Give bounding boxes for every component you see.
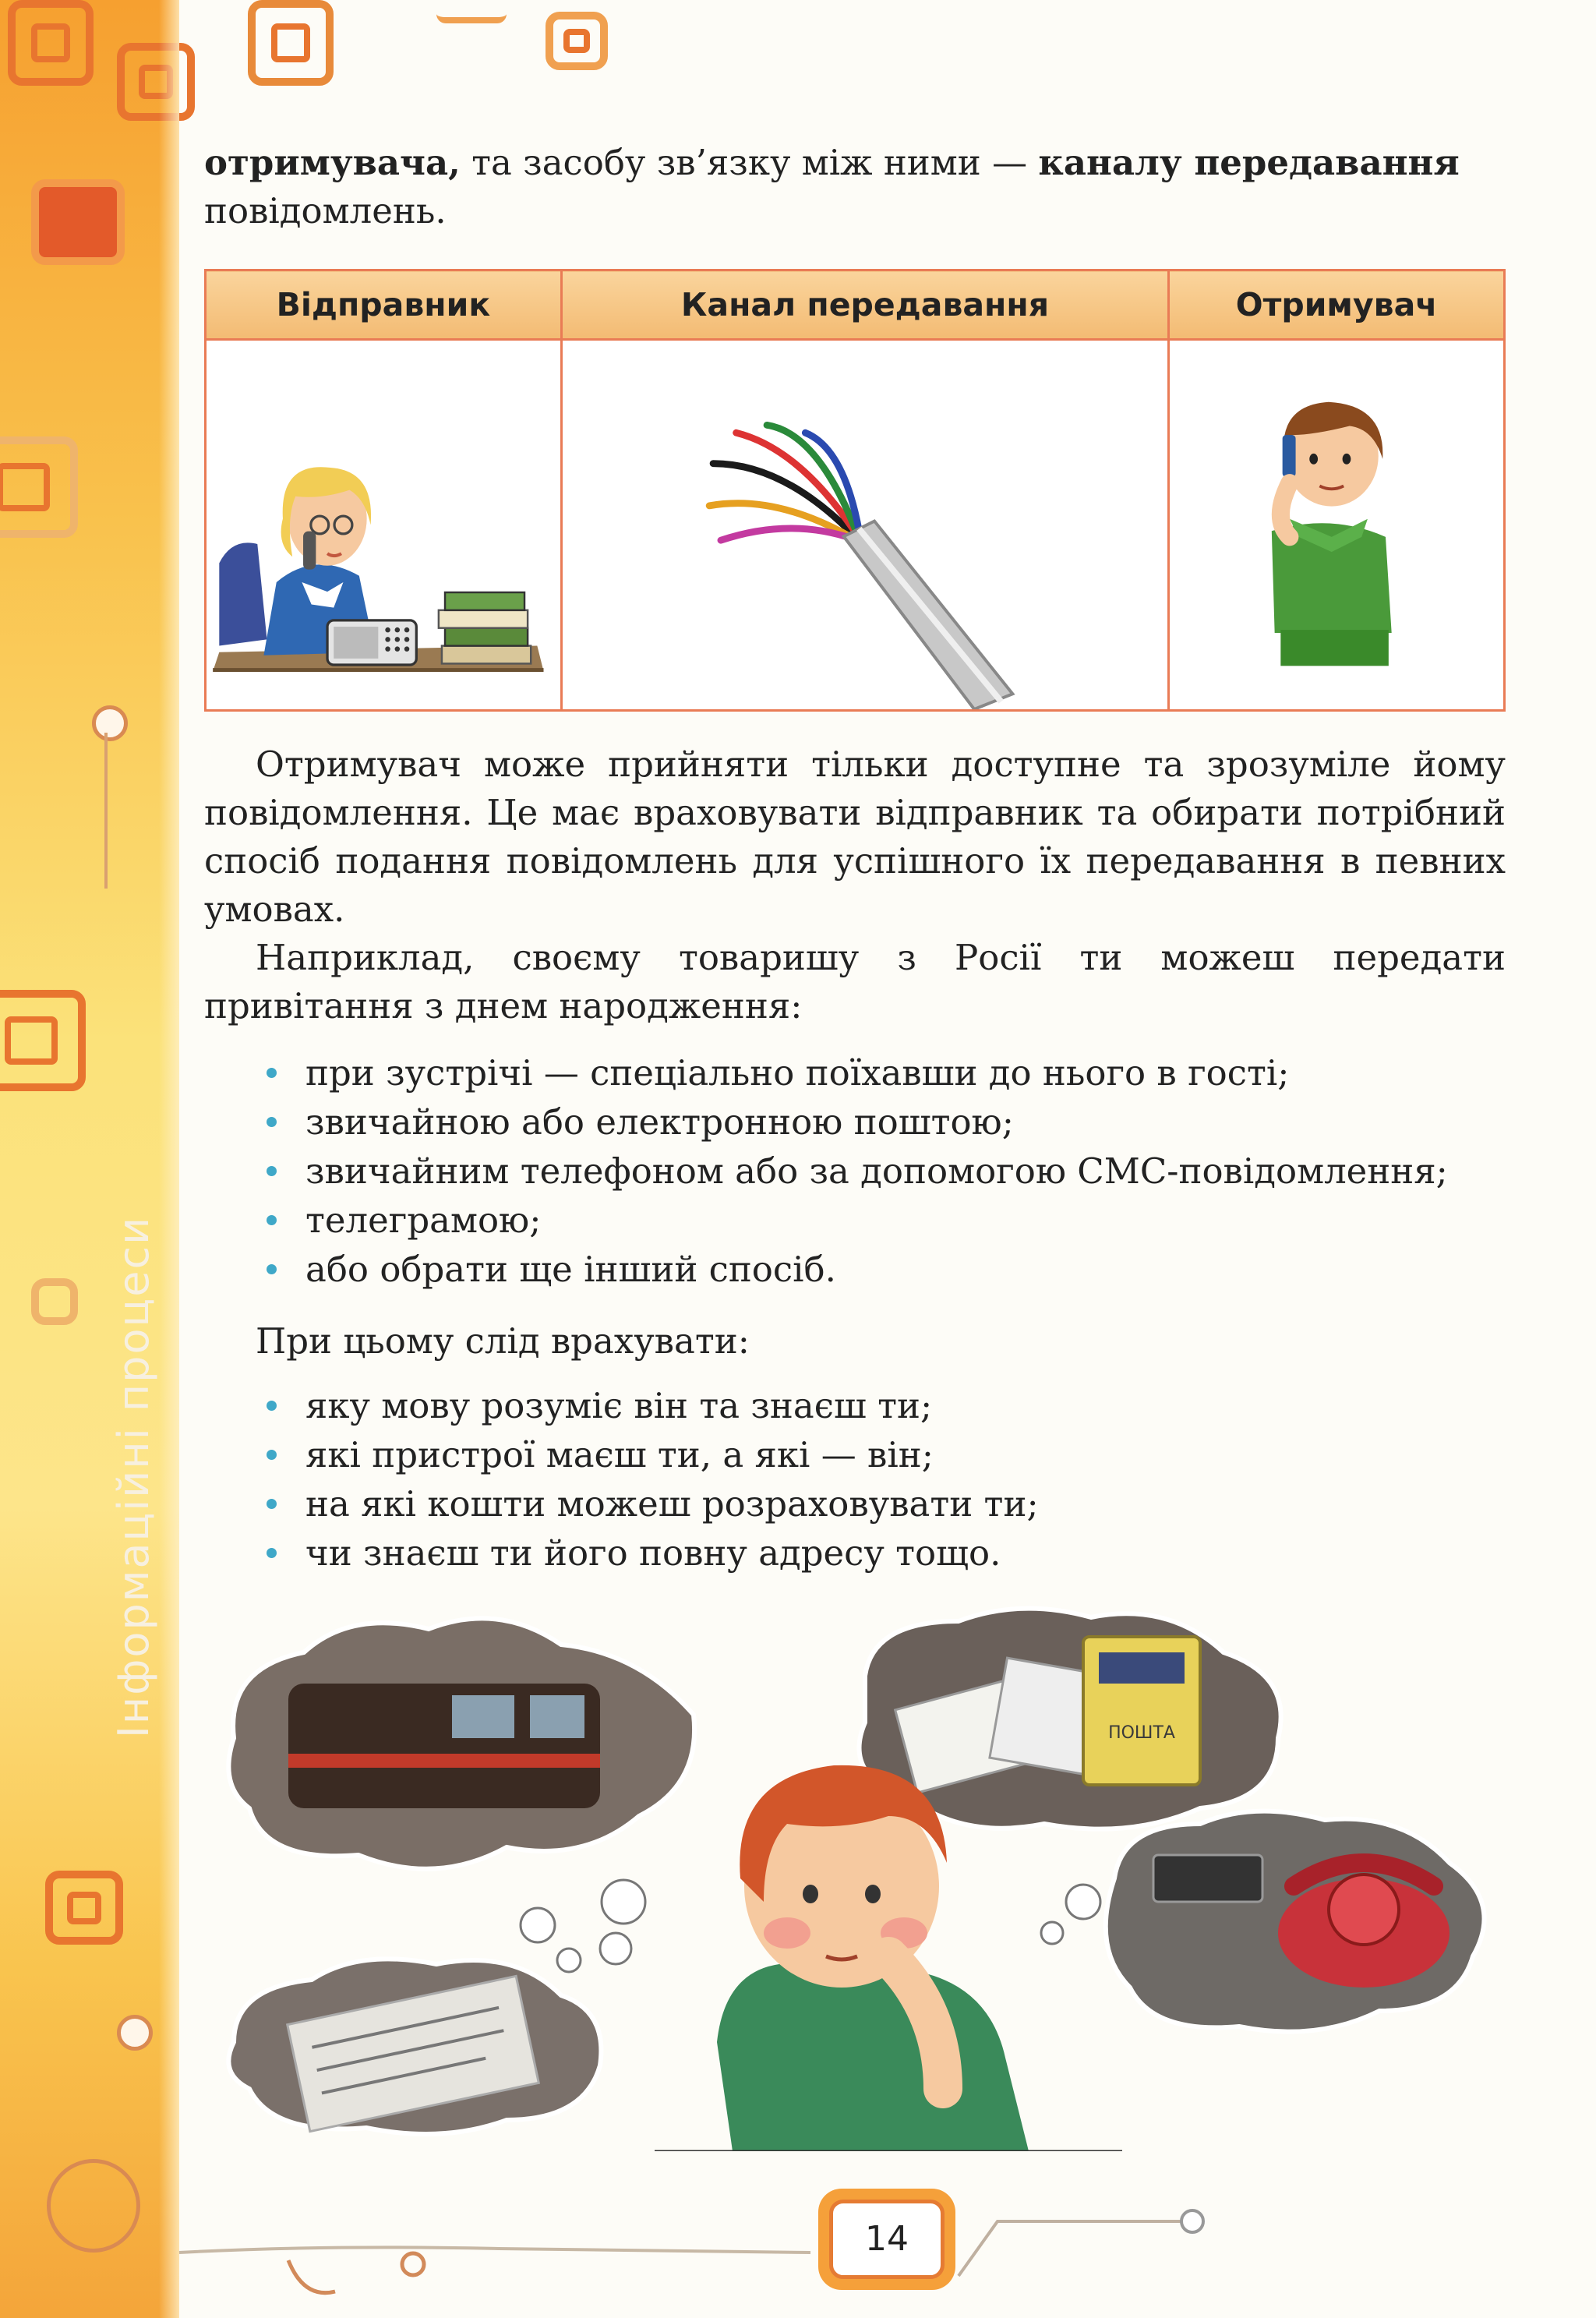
woman-on-phone-illustration [207,341,560,709]
square-ornament [31,179,125,265]
page-number-badge [818,2189,955,2290]
square-ornament [8,0,94,86]
list-item: яку мову розуміє він та знаєш ти; [204,1381,1506,1430]
circle-ornament [47,2159,140,2253]
consider-list [204,1381,1506,1578]
sidebar-section-label: Інформаційні процеси [109,1215,158,1738]
paragraph-example: Наприклад, своєму товаришу з Росії ти можеш передати привітання з днем народження: [204,937,1506,1026]
circle-ornament [117,2015,153,2051]
sidebar-decoration [0,0,179,2318]
intro-middle: та засобу зв’язку між ними — [460,142,1039,183]
header-receiver: Отримувач [1169,270,1505,340]
square-ornament [0,990,86,1091]
ways-list [204,1048,1506,1294]
paragraph-consider: При цьому слід врахувати: [256,1320,750,1362]
table-header-row [206,270,1505,340]
square-ornament [117,43,195,121]
list-item: на які кошти можеш розраховувати ти; [204,1479,1506,1528]
paragraph-receiver: Отримувач може прийняти тільки доступне та зрозуміле йому повідомлення. Це має враховувати відправник та обирати потрібний спосіб подання повідомлень для успішного їх передавання в певних умовах. [204,744,1506,930]
intro-tail: повідомлень. [204,190,447,231]
list-item: або обрати ще інший спосіб. [204,1245,1506,1294]
circle-ornament [92,705,128,741]
intro-bold-receiver: отримувача, [204,142,461,183]
list-item: чи знаєш ти його повну адресу тощо. [204,1528,1506,1578]
thinking-boy-illustration [218,1606,1512,2151]
sender-cell [206,340,562,711]
square-ornament [45,1871,123,1945]
cable-illustration [563,341,1167,709]
intro-bold-channel: каналу передавання [1038,142,1460,183]
list-item: при зустрічі — спеціально поїхавши до нього в гості; [204,1048,1506,1097]
boy-on-phone-illustration [1170,341,1503,709]
receiver-cell [1169,340,1505,711]
list-item: які пристрої маєш ти, а які — він; [204,1430,1506,1479]
line-ornament [436,0,507,23]
square-ornament [248,0,334,86]
main-text [204,740,1506,1030]
consider-text [204,1317,1506,1366]
square-ornament [0,436,78,538]
list-item: звичайною або електронною поштою; [204,1097,1506,1147]
channel-cell [561,340,1168,711]
header-channel: Канал передавання [561,270,1168,340]
square-ornament [546,12,608,70]
intro-text [204,139,1506,235]
page-number: 14 [829,2200,945,2279]
postcard-text: ПОШТА [1108,1723,1175,1743]
communication-table [204,269,1506,712]
table-image-row [206,340,1505,711]
list-item: звичайним телефоном або за допомогою СМС-повідомлення; [204,1147,1506,1196]
footer-ornament [171,2198,1223,2315]
line-ornament [104,733,108,889]
header-sender: Відправник [206,270,562,340]
list-item: телеграмою; [204,1196,1506,1245]
square-ornament [31,1278,78,1325]
